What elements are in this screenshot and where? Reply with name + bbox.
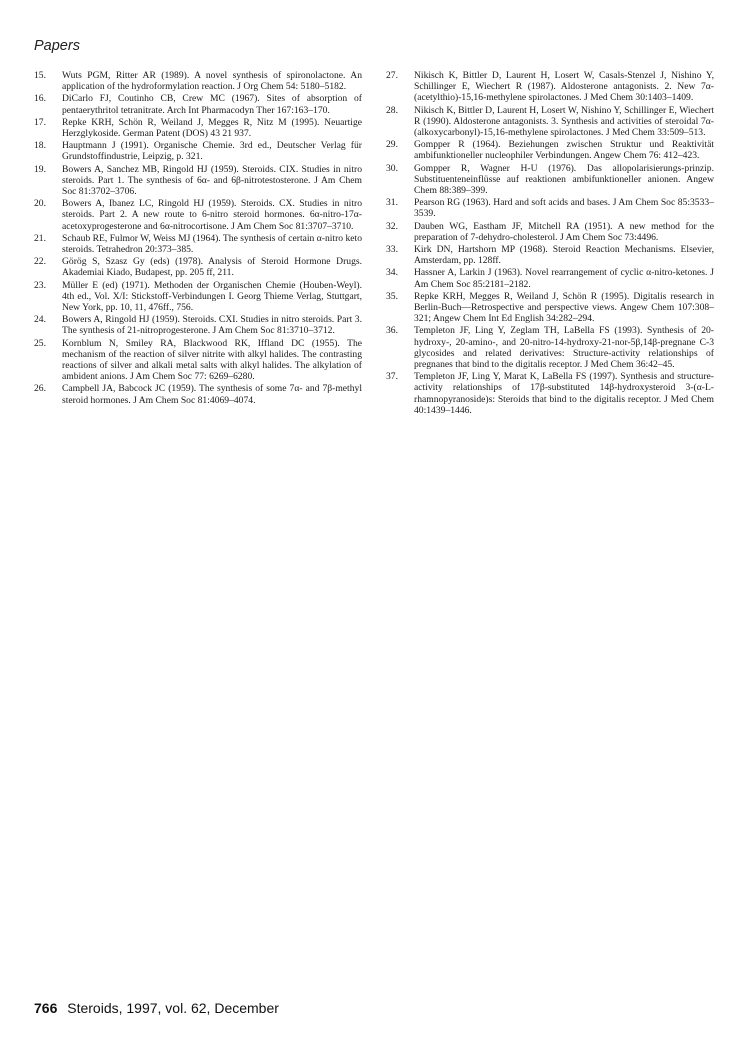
- reference-text: Kirk DN, Hartshorn MP (1968). Steroid Reaction Mechanisms. Elsevier, Amsterdam, pp. 128ff.: [414, 244, 714, 267]
- reference-number: 33.: [386, 244, 398, 256]
- reference-number: 37.: [386, 371, 398, 383]
- reference-entry: [386, 291, 714, 325]
- reference-number: 22.: [34, 256, 46, 268]
- reference-text: DiCarlo FJ, Coutinho CB, Crew MC (1967). Sites of absorption of pentaerythritol tetranitrate. Arch Int Pharmacodyn Ther 167:163–170.: [62, 93, 362, 116]
- reference-entry: [34, 338, 362, 383]
- reference-entry: [34, 164, 362, 198]
- reference-number: 21.: [34, 232, 46, 244]
- reference-number: 15.: [34, 70, 46, 81]
- reference-entry: [386, 139, 714, 161]
- reference-entry: [386, 70, 714, 104]
- reference-text: Dauben WG, Eastham JF, Mitchell RA (1951). A new method for the preparation of 7-dehydro-cholesterol. J Am Chem Soc 73:4496.: [414, 220, 714, 243]
- reference-number: 16.: [34, 93, 46, 105]
- reference-text: Bowers A, Ringold HJ (1959). Steroids. CXI. Studies in nitro steroids. Part 3. The synthesis of 21-nitroprogesterone. J Am Chem Soc 81:3710–3712.: [62, 314, 362, 337]
- reference-number: 26.: [34, 383, 46, 395]
- reference-number: 36.: [386, 325, 398, 337]
- reference-text: Templeton JF, Ling Y, Zeglam TH, LaBella FS (1993). Synthesis of 20-hydroxy-, 20-amino-, and 20-nitro-14-hydroxy-21-nor-5β,14β-pregnane C-3 glycosides and related derivatives: Structure-activity relationships of pregnanes that bind to the digitalis receptor. J Med Chem 36:42–45.: [414, 325, 714, 371]
- reference-entry: [34, 280, 362, 314]
- reference-entry: [34, 70, 362, 92]
- reference-number: 34.: [386, 267, 398, 279]
- reference-entry: [34, 256, 362, 278]
- reference-text: Repke KRH, Schön R, Weiland J, Megges R, Nitz M (1995). Neuartige Herzglykoside. German Patent (DOS) 43 21 937.: [62, 116, 362, 140]
- reference-number: 29.: [386, 139, 398, 151]
- reference-entry: [34, 233, 362, 255]
- reference-number: 19.: [34, 163, 46, 175]
- reference-text: Schaub RE, Fulmor W, Weiss MJ (1964). The synthesis of certain α-nitro keto steroids. Tetrahedron 20:373–385.: [62, 232, 362, 256]
- reference-entry: [34, 198, 362, 232]
- reference-text: Gompper R (1964). Beziehungen zwischen Struktur und Reaktivität ambifunktioneller nucleophiler Verbindungen. Angew Chem 76: 412–423.: [414, 139, 714, 162]
- reference-entry: [386, 197, 714, 219]
- reference-entry: [386, 325, 714, 370]
- reference-text: Pearson RG (1963). Hard and soft acids and bases. J Am Chem Soc 85:3533–3539.: [414, 197, 714, 220]
- reference-text: Hauptmann J (1991). Organische Chemie. 3rd ed., Deutscher Verlag für Grundstoffindustrie, Leipzig, p. 321.: [62, 140, 362, 163]
- reference-number: 25.: [34, 337, 46, 349]
- reference-text: Gompper R, Wagner H-U (1976). Das allopolarisierungs-prinzip. Substituenteneinflüsse auf reaktionen ambifunktioneller anionen. Angew Chem 88:389–399.: [414, 162, 714, 197]
- reference-entry: [386, 163, 714, 197]
- reference-text: Templeton JF, Ling Y, Marat K, LaBella FS (1997). Synthesis and structure-activity relationships of 17β-substituted 14β-hydroxysteroid 3-(α-L-rhamnopyranoside)s: Steroids that bind to the digitalis receptor. J Med Chem 40:1439–1446.: [414, 371, 714, 416]
- reference-text: Repke KRH, Megges R, Weiland J, Schön R (1995). Digitalis research in Berlin-Buch—Retrospective and perspective views. Angew Chem 107:308–321; Angew Chem Int Ed English 34:282–294.: [414, 290, 714, 325]
- reference-entry: [386, 244, 714, 266]
- reference-text: Bowers A, Ibanez LC, Ringold HJ (1959). Steroids. CX. Studies in nitro steroids. Part 2. A new route to 6-nitro steroid hormones. 6α-nitro-17α-acetoxyprogesterone and 6α-nitrocortisone. J Am Chem Soc 81:3707–3710.: [62, 198, 362, 232]
- reference-number: 30.: [386, 162, 398, 174]
- references-column-left: [34, 70, 362, 407]
- page-number: 766: [34, 1000, 58, 1016]
- reference-text: Bowers A, Sanchez MB, Ringold HJ (1959). Steroids. CIX. Studies in nitro steroids. Part 1. The synthesis of 6α- and 6β-nitrotestosterone. J Am Chem Soc 81:3702–3706.: [62, 163, 362, 198]
- reference-number: 35.: [386, 290, 398, 302]
- reference-number: 18.: [34, 140, 46, 152]
- references-column-right: [386, 70, 714, 417]
- reference-number: 28.: [386, 104, 398, 116]
- reference-text: Wuts PGM, Ritter AR (1989). A novel synthesis of spironolactone. An application of the hydroformylation reaction. J Org Chem 54: 5180–5182.: [62, 70, 362, 93]
- reference-entry: [34, 93, 362, 115]
- reference-number: 23.: [34, 279, 46, 291]
- page-footer: [34, 1000, 279, 1016]
- reference-text: Nikisch K, Bittler D, Laurent H, Losert W, Nishino Y, Schillinger E, Wiechert R (1990). Aldosterone antagonists. 3. Synthesis and activities of steroidal 7α-(alkoxycarbonyl)-15,16-methylene spirolactones. J Med Chem 33:509–513.: [414, 104, 714, 139]
- reference-number: 27.: [386, 70, 398, 81]
- reference-text: Nikisch K, Bittler D, Laurent H, Losert W, Casals-Stenzel J, Nishino Y, Schillinger E, Wiechert R (1987). Aldosterone antagonists. 2. New 7α-(acetylthio)-15,16-methylene spirolactones. J Med Chem 30:1403–1409.: [414, 70, 714, 104]
- reference-text: Campbell JA, Babcock JC (1959). The synthesis of some 7α- and 7β-methyl steroid hormones. J Am Chem Soc 81:4069–4074.: [62, 383, 362, 406]
- reference-entry: [386, 105, 714, 139]
- reference-entry: [386, 221, 714, 243]
- reference-entry: [34, 383, 362, 405]
- reference-entry: [386, 371, 714, 416]
- reference-text: Müller E (ed) (1971). Methoden der Organischen Chemie (Houben-Weyl). 4th ed., Vol. X/I: Stickstoff-Verbindungen I. Georg Thieme Verlag, Stuttgart, New York, pp. 10, 11, 476ff., 756.: [62, 279, 362, 314]
- reference-entry: [34, 140, 362, 162]
- section-header: Papers: [34, 38, 80, 54]
- reference-entry: [34, 314, 362, 336]
- reference-number: 20.: [34, 198, 46, 210]
- reference-number: 32.: [386, 220, 398, 232]
- reference-entry: [34, 117, 362, 139]
- reference-entry: [386, 267, 714, 289]
- reference-text: Görög S, Szasz Gy (eds) (1978). Analysis of Steroid Hormone Drugs. Akademiai Kiado, Budapest, pp. 205 ff, 211.: [62, 256, 362, 279]
- reference-text: Hassner A, Larkin J (1963). Novel rearrangement of cyclic α-nitro-ketones. J Am Chem Soc 85:2181–2182.: [414, 267, 714, 290]
- reference-text: Kornblum N, Smiley RA, Blackwood RK, Iffland DC (1955). The mechanism of the reaction of silver nitrite with alkyl halides. The contrasting reactions of silver and alkali metal salts with alkyl halides. The alkylation of ambident anions. J Am Chem Soc 77: 6269–6280.: [62, 337, 362, 383]
- journal-citation: Steroids, 1997, vol. 62, December: [67, 1000, 279, 1016]
- reference-number: 31.: [386, 197, 398, 209]
- reference-number: 24.: [34, 314, 46, 326]
- reference-number: 17.: [34, 116, 46, 128]
